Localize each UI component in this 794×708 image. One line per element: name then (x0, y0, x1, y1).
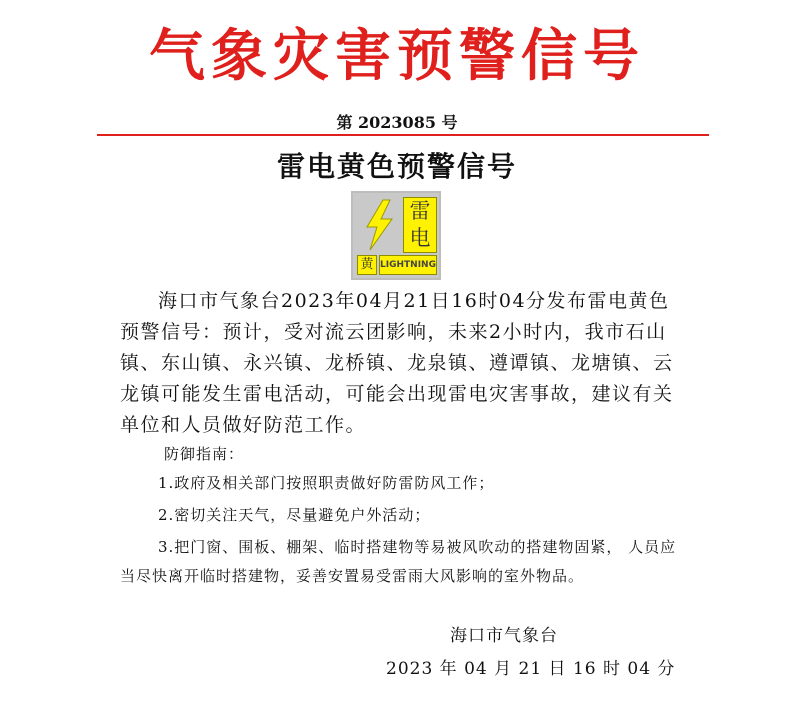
signal-level-badge: 黄 (357, 255, 377, 275)
header-divider (97, 134, 709, 136)
lightning-bolt-icon (361, 199, 397, 251)
signal-english-label: LIGHTNING (379, 255, 437, 275)
warning-paragraph: 海口市气象台2023年04月21日16时04分发布雷电黄色预警信号：预计，受对流云团影响，未来2小时内，我市石山镇、东山镇、永兴镇、龙桥镇、龙泉镇、遵谭镇、龙塘镇、云龙镇可能发生雷电活动，可能会出现雷电灾害事故，建议有关单位和人员做好防范工作。 (120, 290, 674, 436)
guide-heading: 防御指南： (164, 445, 245, 463)
guide-item-2: 2.密切关注天气，尽量避免户外活动； (158, 506, 431, 524)
document-number: 第 2023085 号 (336, 113, 458, 132)
signature-date: 2023 年 04 月 21 日 16 时 04 分 (386, 659, 676, 679)
signal-chars (403, 197, 437, 253)
guide-item-3: 3.把门窗、围板、棚架、临时搭建物等易被风吹动的搭建物固紧， 人员应当尽快离开临时搭建物，妥善安置易受雷雨大风影响的室外物品。 (120, 538, 677, 585)
warning-subtitle: 雷电黄色预警信号 (276, 150, 517, 183)
signature-org: 海口市气象台 (450, 626, 558, 646)
page-title: 气象灾害预警信号 (149, 24, 645, 89)
signal-char-dian: 电 (409, 226, 431, 250)
lightning-yellow-signal (351, 191, 441, 280)
signal-char-lei: 雷 (409, 199, 431, 223)
guide-item-1: 1.政府及相关部门按照职责做好防雷防风工作； (158, 474, 495, 492)
